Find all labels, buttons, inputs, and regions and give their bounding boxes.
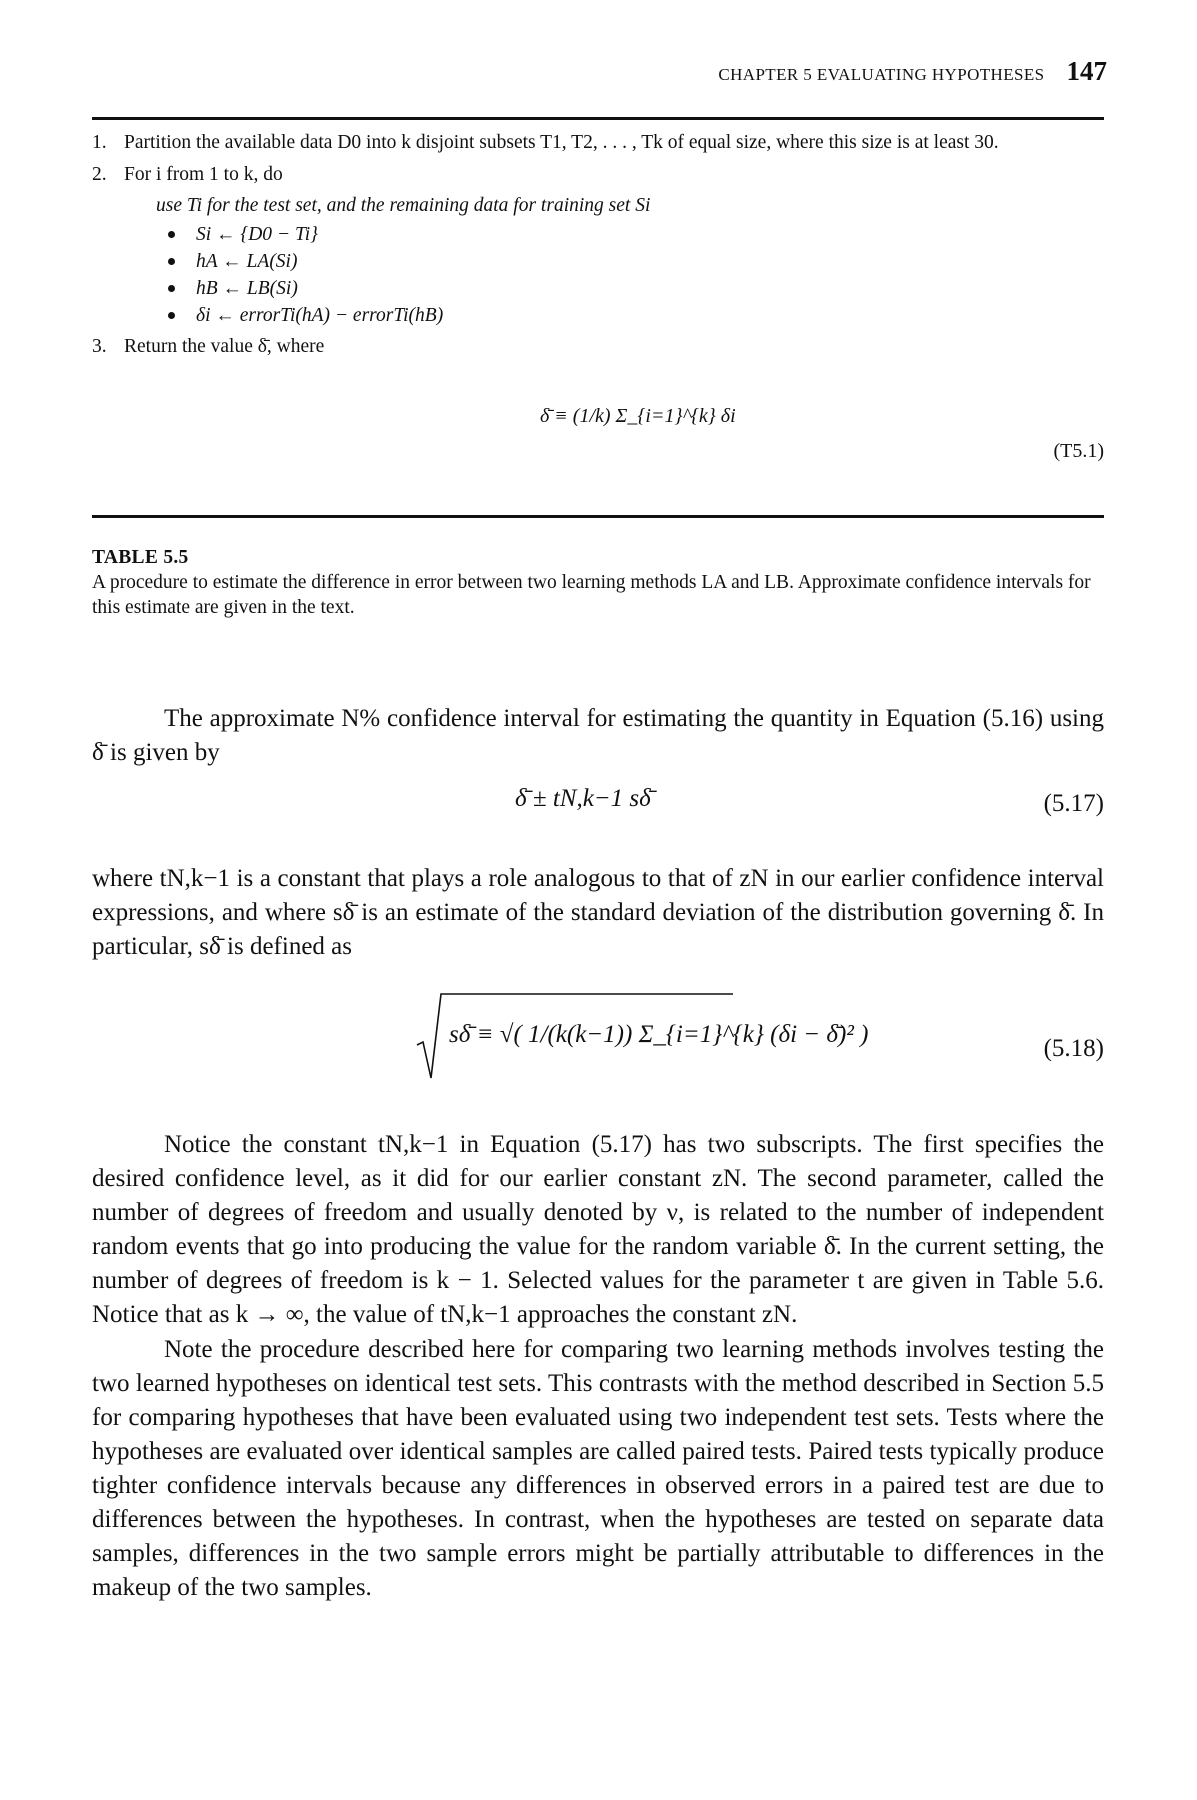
eq-518-formula: sδ̄ ≡ √( 1/(k(k−1)) Σ_{i=1}^{k} (δi − δ̄)² ) [449,1021,869,1048]
step-3-number: 3. [92,336,107,357]
paragraph-1: The approximate N% confidence interval for estimating the quantity in Equation (5.16) using δ̄ is given by [92,705,1104,766]
table-top-rule [92,117,1104,120]
step-1-number: 1. [92,132,107,153]
step-2-bullets [166,221,1104,329]
formula-t5-1: δ̄ ≡ (1/k) Σ_{i=1}^{k} δi [540,405,736,427]
equation-label-t5-1: (T5.1) [1053,440,1104,462]
bullet-item: hB ← LB(Si) [166,275,1104,302]
caption-text: A procedure to estimate the difference in error between two learning methods LA and LB. Approximate confidence intervals for this estimate are given in the text. [92,572,1091,618]
equation-5-18 [415,990,869,1095]
algorithm-step-2 [92,162,1104,329]
running-header [718,56,1107,87]
paragraph-2: where tN,k−1 is a constant that plays a role analogous to that of zN in our earlier confidence interval expressions, and where sδ̄ is an estimate of the standard deviation of the distribution governing δ̄. In particular, sδ̄ is defined as [92,865,1104,960]
equation-5-17: δ̄ ± tN,k−1 sδ̄ [515,785,651,812]
step-1-text: Partition the available data D0 into k disjoint subsets T1, T2, . . . , Tk of equal size, where this size is at least 30. [124,132,999,153]
chapter-title: CHAPTER 5 EVALUATING HYPOTHESES [718,65,1045,84]
equation-label-5-17: (5.17) [1043,790,1104,817]
paragraph-4: Note the procedure described here for comparing two learning methods involves testing the two learned hypotheses on identical test sets. This contrasts with the method described in Section 5.5 for comparing hypotheses that have been evaluated using two independent test sets. Tests where the hypotheses are evaluated over identical samples are called paired tests. Paired tests typically produce tighter confidence intervals because any differences in observed errors in a paired test are due to differences between the hypotheses. In contrast, when the hypotheses are tested on separate data samples, differences in the two sample errors might be partially attributable to differences in the makeup of the two samples. [92,1336,1104,1601]
table-bottom-rule [92,515,1104,518]
step-3-text: Return the value δ̄, where [124,336,325,357]
algorithm-step-3 [92,334,1104,359]
paragraph-3: Notice the constant tN,k−1 in Equation (5.17) has two subscripts. The first specifies the desired confidence level, as it did for our earlier constant zN. The second parameter, called the number of degrees of freedom and usually denoted by ν, is related to the number of independent random events that go into producing the value for the random variable δ̄. In the current setting, the number of degrees of freedom is k − 1. Selected values for the parameter t are given in Table 5.6. Notice that as k → ∞, the value of tN,k−1 approaches the constant zN. [92,1131,1104,1328]
bullet-item: Si ← {D0 − Ti} [166,221,1104,248]
caption-title: TABLE 5.5 [92,547,189,568]
algorithm-step-1 [92,130,1104,155]
equation-label-5-18: (5.18) [1043,1035,1104,1062]
bullet-item: δi ← errorTi(hA) − errorTi(hB) [166,302,1104,329]
table-caption [92,545,1104,620]
algorithm-table [92,130,1104,359]
equation-5-18-figure [415,990,869,1090]
step-2-text: For i from 1 to k, do [124,164,283,185]
page-number: 147 [1066,56,1107,86]
step-2-comment: use Ti for the test set, and the remaining data for training set Si [156,195,651,216]
step-2-number: 2. [92,164,107,185]
bullet-item: hA ← LA(Si) [166,248,1104,275]
